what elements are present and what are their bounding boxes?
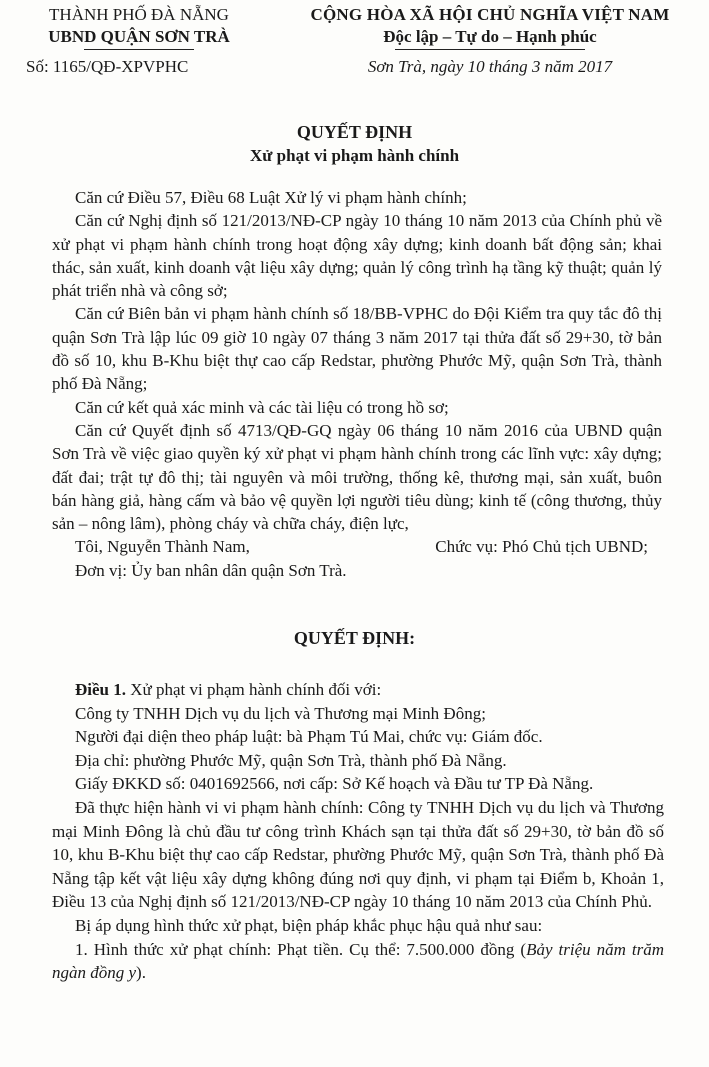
document-number: Số: 1165/QĐ-XPVPHC <box>26 57 189 76</box>
preamble-item: Căn cứ Điều 57, Điều 68 Luật Xử lý vi phạm hành chính; <box>75 188 467 207</box>
article-1-label: Điều 1. <box>75 680 126 699</box>
document-subtitle: Xử phạt vi phạm hành chính <box>249 146 460 165</box>
company-address: Địa chỉ: phường Phước Mỹ, quận Sơn Trà, thành phố Đà Nẵng. <box>75 750 507 770</box>
article-1-heading-text: Xử phạt vi phạm hành chính đối với: <box>130 680 382 699</box>
national-motto: Độc lập – Tự do – Hạnh phúc <box>383 27 597 46</box>
signer-line <box>52 535 662 558</box>
article-1-heading <box>52 678 664 702</box>
decision-title: QUYẾT ĐỊNH: <box>293 628 416 648</box>
issuer-city: THÀNH PHỐ ĐÀ NẴNG <box>49 5 229 24</box>
legal-representative: Người đại diện theo pháp luật: bà Phạm Tú Mai, chức vụ: Giám đốc. <box>75 727 543 747</box>
penalty-line <box>52 938 664 985</box>
document-title: QUYẾT ĐỊNH <box>296 122 413 142</box>
company-name: Công ty TNHH Dịch vụ du lịch và Thương mại Minh Đông; <box>75 703 486 723</box>
signer-name: Tôi, Nguyễn Thành Nam, <box>75 537 250 557</box>
violation-description: Đã thực hiện hành vi vi phạm hành chính: Công ty TNHH Dịch vụ du lịch và Thương mại Minh Đông là chủ đầu tư công trình Khách sạn tại thửa đất số 29+30, tờ bản đồ số 10, khu B-Khu biệt thự cao cấp Redstar, phường Phước Mỹ, quận Sơn Trà, thành phố Đà Nẵng tập kết vật liệu xây dựng không đúng nơi quy định, vi phạm tại Điểm b, Khoản 1, Điều 13 của Nghị định số 121/2013/NĐ-CP ngày 10 tháng 10 năm 2013 của Chính Phủ. <box>52 797 664 912</box>
preamble-section <box>52 186 662 582</box>
preamble-item: Căn cứ Nghị định số 121/2013/NĐ-CP ngày 10 tháng 10 năm 2013 của Chính phủ về xử phạt vi phạm hành chính trong hoạt động xây dựng; kinh doanh bất động sản; khai thác, sản xuất, kinh doanh vật liệu xây dựng; quản lý công trình hạ tầng kỹ thuật; quản lý phát triển nhà và công sở; <box>52 211 662 301</box>
motto-underline <box>395 49 585 50</box>
preamble-item: Căn cứ Quyết định số 4713/QĐ-GQ ngày 06 tháng 10 năm 2016 của UBND quận Sơn Trà về việc giao quyền ký xử phạt vi phạm hành chính trong các lĩnh vực: xây dựng; đất đai; trật tự đô thị; tài nguyên và môi trường, thống kê, thương mại, sản xuất, buôn bán hàng giả, hàng cấm và bảo vệ quyền lợi người tiêu dùng; kinh tế (công thương, thủy sản – nông lâm), phòng cháy và chữa cháy, điện lực, <box>52 420 662 534</box>
national-header <box>280 4 700 78</box>
penalty-suffix: ). <box>136 963 146 983</box>
issuer-org: UBND QUẬN SƠN TRÀ <box>48 27 230 46</box>
measures-intro: Bị áp dụng hình thức xử phạt, biện pháp khắc phục hậu quả như sau: <box>75 915 543 935</box>
penalty-in-words: Bảy triệu năm trăm ngàn đồng y <box>52 939 664 983</box>
signer-unit: Đơn vị: Ủy ban nhân dân quận Sơn Trà. <box>75 560 347 580</box>
preamble-item: Căn cứ kết quả xác minh và các tài liệu có trong hồ sơ; <box>75 397 449 417</box>
issuer-underline <box>84 49 194 50</box>
business-license: Giấy ĐKKD số: 0401692566, nơi cấp: Sở Kế hoạch và Đầu tư TP Đà Nẵng. <box>75 774 594 794</box>
penalty-prefix: 1. Hình thức xử phạt chính: Phạt tiền. Cụ thể: 7.500.000 đồng ( <box>75 939 527 959</box>
preamble-item: Căn cứ Biên bản vi phạm hành chính số 18/BB-VPHC do Đội Kiểm tra quy tắc đô thị quận Sơn Trà lập lúc 09 giờ 10 ngày 07 tháng 3 năm 2017 tại thửa đất số 29+30, tờ bản đồ số 10, khu B-Khu biệt thự cao cấp Redstar, phường Phước Mỹ, quận Sơn Trà, thành phố Đà Nẵng; <box>52 304 662 394</box>
nation-name: CỘNG HÒA XÃ HỘI CHỦ NGHĨA VIỆT NAM <box>310 5 670 24</box>
document-date: Sơn Trà, ngày 10 tháng 3 năm 2017 <box>367 57 613 76</box>
issuer-block <box>14 4 264 78</box>
signer-position: Chức vụ: Phó Chủ tịch UBND; <box>435 537 648 557</box>
article-1-section <box>52 678 664 985</box>
